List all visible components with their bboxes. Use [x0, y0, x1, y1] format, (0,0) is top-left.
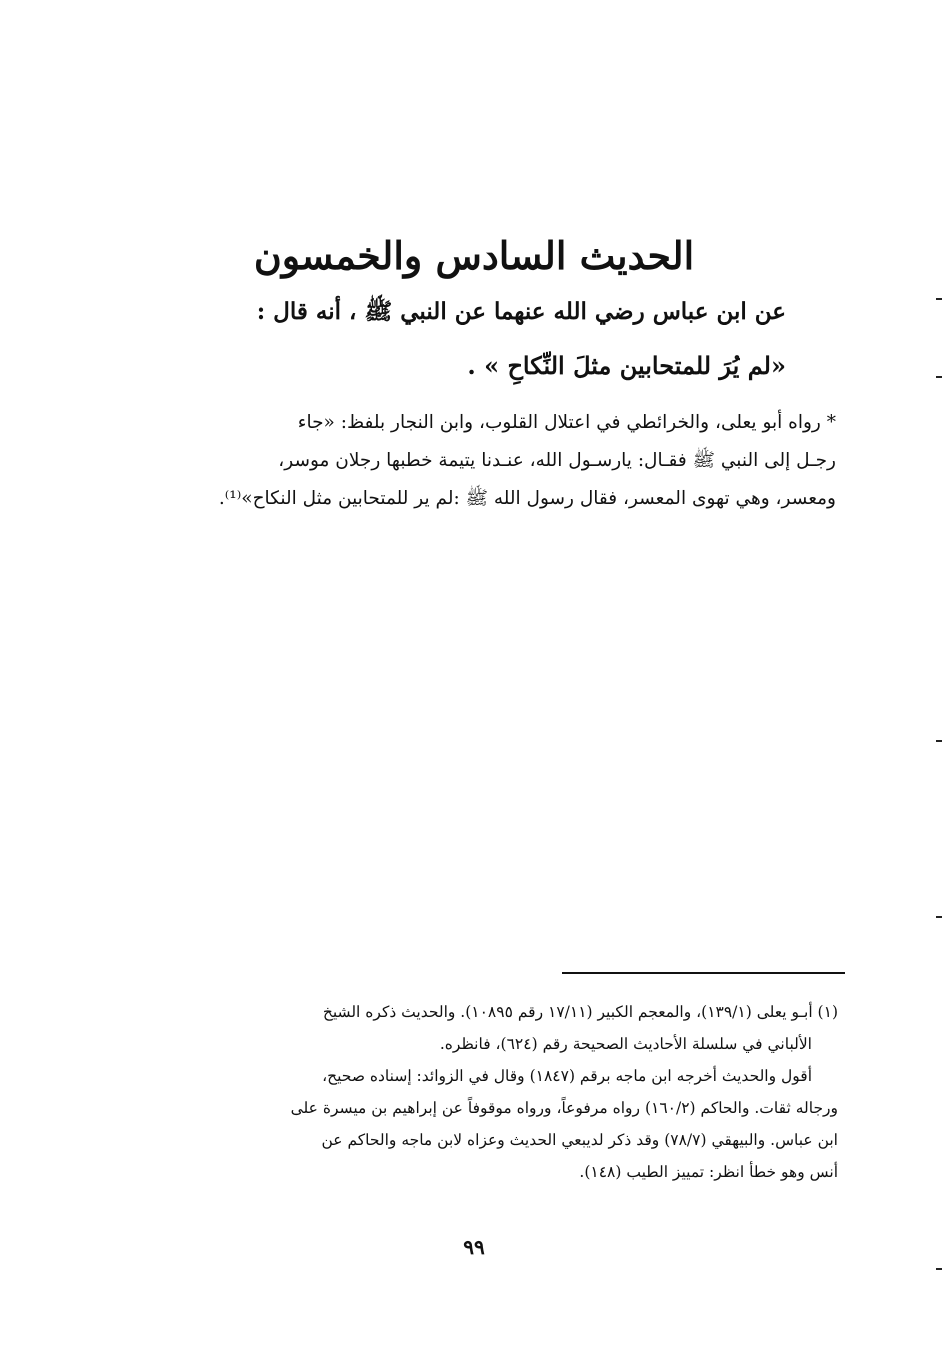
footnotes — [148, 996, 838, 1188]
hadith-title: الحديث السادس والخمسون — [253, 233, 695, 278]
footnote-line: ورجاله ثقات. والحاكم (١٦٠/٢) رواه مرفوعاً، ورواه موقوفاً عن إبراهيم بن ميسرة على — [290, 1099, 838, 1117]
footnote-line: الألباني في سلسلة الأحاديث الصحيحة رقم (٦٢٤)، فانظره. — [439, 1035, 812, 1053]
scan-edge-mark — [936, 1268, 942, 1270]
commentary-line: رجـل إلى النبي ﷺ فقـال: يارسـول الله، عنـدنا يتيمة خطبها رجلان موسر، — [278, 450, 836, 471]
footnote-line: أقول والحديث أخرجه ابن ماجه برقم (١٨٤٧) وقال في الزوائد: إسناده صحيح، — [322, 1067, 812, 1085]
footnote-line: أنس وهو خطأ انظر: تمييز الطيب (١٤٨). — [579, 1163, 838, 1181]
scan-edge-mark — [936, 916, 942, 918]
footnote-line: ابن عباس. والبيهقي (٧٨/٧) وقد ذكر لديبعي الحديث وعزاه لابن ماجه والحاكم عن — [321, 1131, 838, 1149]
commentary-line: * رواه أبو يعلى، والخرائطي في اعتلال القلوب، وابن النجار بلفظ: «جاء — [297, 412, 836, 433]
scan-edge-mark — [936, 376, 942, 378]
commentary-paragraph — [146, 404, 836, 518]
commentary-line: ومعسر، وهي تهوى المعسر، فقال رسول الله ﷺ :لم ير للمتحابين مثل النكاح»⁽¹⁾. — [218, 488, 836, 509]
scan-edge-mark — [936, 298, 942, 300]
footnote-separator — [562, 972, 845, 974]
hadith-text: «لم يُرَ للمتحابين مثلَ النِّكاحِ » . — [467, 351, 786, 380]
hadith-narration: عن ابن عباس رضي الله عنهما عن النبي ﷺ ، أنه قال : — [256, 298, 786, 325]
footnote-line: (١) أبـو يعلى (١٣٩/١)، والمعجم الكبير (١٧/١١ رقم ١٠٨٩٥). والحديث ذكره الشيخ — [322, 1003, 838, 1021]
scan-edge-mark — [936, 740, 942, 742]
page-number: ٩٩ — [463, 1235, 485, 1259]
